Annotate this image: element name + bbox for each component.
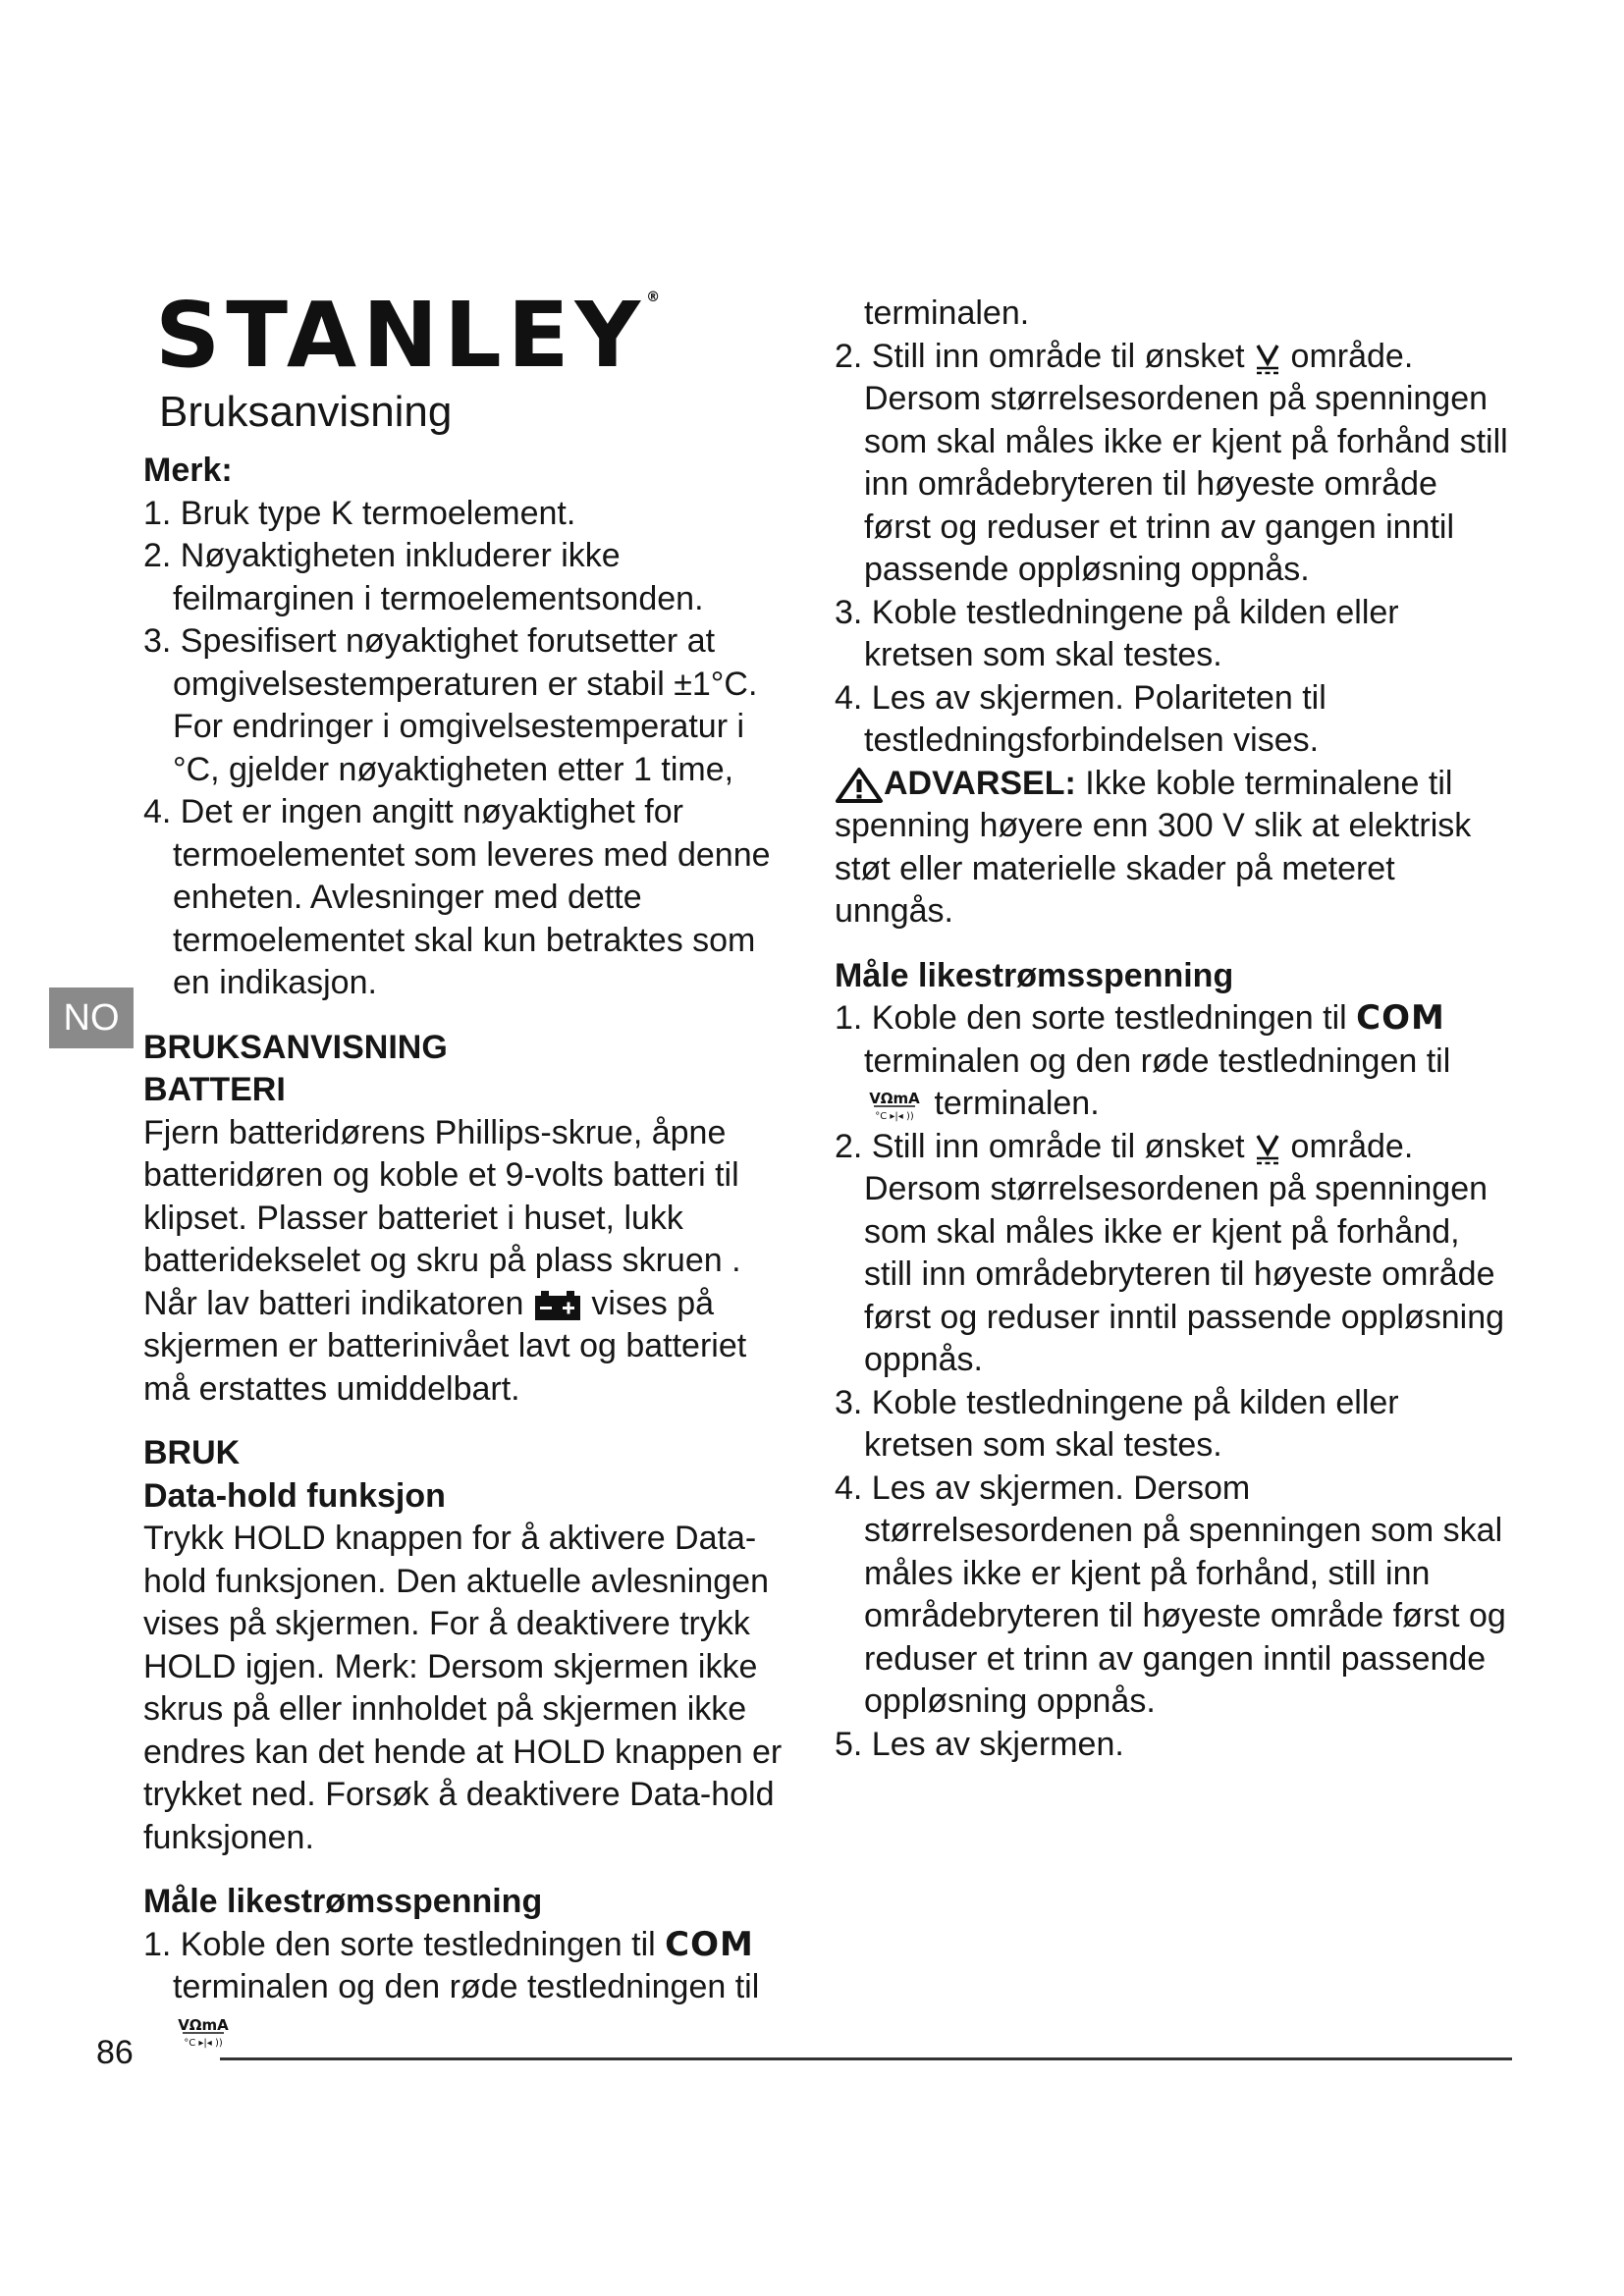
step-text: 1. Koble den sorte testledningen til xyxy=(143,1925,656,1963)
step-text: område. Dersom størrelsesordenen på spenningen som skal måles ikke er kjent på forhånd still inn områdebryteren til høyeste område først og reduser et trinn av gangen inntil passende oppløsning oppnås. xyxy=(864,337,1508,588)
step-text: område. Dersom størrelsesordenen på spenningen som skal måles ikke er kjent på forhånd, still inn områdebryteren til høyeste område først og reduser inntil passende oppløsning oppnås. xyxy=(864,1127,1505,1378)
svg-text:VΩmA: VΩmA xyxy=(869,1090,920,1108)
battery-text: Fjern batteridørens Phillips-skrue, åpne batteridøren og koble et 9-volts batteri til klipset. Plasser batteriet i huset, lukk batteridekselet og skru på plass skruen . Når lav batteri indikatoren xyxy=(143,1113,741,1322)
terminal-vomega-ma-icon xyxy=(173,2015,234,2049)
measure-step-3: 3. Koble testledningene på kilden eller kretsen som skal testes. xyxy=(835,1383,1399,1464)
note-heading: Merk: xyxy=(143,452,233,489)
svg-text:°C ▸|◂ )): °C ▸|◂ )) xyxy=(184,2037,223,2049)
section-heading-bruk: BRUK xyxy=(143,1434,241,1471)
note-item: 3. Spesifisert nøyaktighet forutsetter at omgivelsestemperaturen er stabil ±1°C. For endringer i omgivelsestemperatur i °C, gjelder nøyaktigheten etter 1 time, xyxy=(143,622,758,788)
warning-text: Ikke koble terminalene til spenning høyere enn 300 V slik at elektrisk støt eller materielle skader på meteret unngås. xyxy=(835,764,1472,930)
svg-text:°C ▸|◂ )): °C ▸|◂ )) xyxy=(875,1111,914,1123)
voltage-range-icon xyxy=(1254,1132,1281,1165)
section-heading-batteri: BATTERI xyxy=(143,1071,286,1108)
step-text: terminalen. xyxy=(934,1085,1100,1122)
low-battery-icon xyxy=(533,1289,582,1322)
step-text: 1. Koble den sorte testledningen til xyxy=(835,999,1347,1037)
brand-text: STANLEY xyxy=(155,283,647,388)
com-terminal-label: COM xyxy=(665,1924,754,1964)
battery-text: vises på skjermen er batterinivået lavt og batteriet må erstattes umiddelbart. xyxy=(143,1284,747,1408)
dc-step-4: 4. Les av skjermen. Polariteten til testledningsforbindelsen vises. xyxy=(835,678,1326,759)
measure-step-2 xyxy=(835,1126,1512,1382)
step-text: 2. Still inn område til ønsket xyxy=(835,1127,1245,1165)
brand-mark: ® xyxy=(646,290,661,305)
page-number: 86 xyxy=(96,2034,134,2071)
manual-subtitle: Bruksanvisning xyxy=(159,388,453,436)
dc-step-1 xyxy=(143,1924,791,2053)
continued-text: terminalen. xyxy=(864,294,1030,332)
section-heading-dc-voltage-2: Måle likestrømsspenning xyxy=(835,956,1234,994)
com-terminal-label: COM xyxy=(1356,998,1445,1038)
warning-label: ADVARSEL: xyxy=(884,764,1076,802)
warning-triangle-icon xyxy=(835,767,884,804)
datahold-paragraph: Trykk HOLD knappen for å aktivere Data-hold funksjonen. Den aktuelle avlesningen vises på skjermen. For å deaktivere trykk HOLD igjen. Merk: Dersom skjermen ikke skrus på eller innholdet på skjermen ikke endres kan det hende at HOLD knappen er trykket ned. Forsøk å deaktivere Data-hold funksjonen. xyxy=(143,1520,783,1856)
step-text: terminalen og den røde testledningen til xyxy=(173,1968,760,2005)
dc-step-2 xyxy=(835,336,1512,592)
warning-paragraph xyxy=(835,763,1512,934)
measure-step-5: 5. Les av skjermen. xyxy=(835,1725,1124,1763)
dc-step-3: 3. Koble testledningene på kilden eller kretsen som skal testes. xyxy=(835,593,1399,673)
section-heading-bruksanvisning: BRUKSANVISNING xyxy=(143,1028,448,1066)
note-item: 2. Nøyaktigheten inkluderer ikke feilmarginen i termoelementsonden. xyxy=(143,537,704,617)
left-column xyxy=(143,450,791,2052)
footer-rule xyxy=(220,2057,1512,2060)
note-item: 4. Det er ingen angitt nøyaktighet for termoelementet som leveres med denne enheten. Avlesninger med dette termoelementet skal kun betraktes som en indikasjon. xyxy=(143,793,771,1001)
language-tab: NO xyxy=(49,988,134,1048)
section-heading-datahold: Data-hold funksjon xyxy=(143,1476,446,1515)
measure-step-4: 4. Les av skjermen. Dersom størrelsesordenen på spenningen som skal måles ikke er kjent på forhånd, still inn områdebryteren til høyeste område først og reduser et trinn av gangen inntil passende oppløsning oppnås. xyxy=(835,1468,1506,1720)
terminal-vomega-ma-icon xyxy=(864,1089,925,1122)
note-item: 1. Bruk type K termoelement. xyxy=(143,494,576,532)
step-text: 2. Still inn område til ønsket xyxy=(835,337,1245,375)
measure-step-1 xyxy=(835,997,1512,1126)
step-text: terminalen og den røde testledningen til xyxy=(864,1041,1451,1080)
brand-logo xyxy=(155,283,661,388)
svg-text:VΩmA: VΩmA xyxy=(178,2015,229,2034)
section-heading-dc-voltage: Måle likestrømsspenning xyxy=(143,1883,543,1920)
battery-paragraph xyxy=(143,1112,791,1412)
right-column xyxy=(835,293,1512,1766)
dc-voltage-icon xyxy=(1254,342,1281,375)
